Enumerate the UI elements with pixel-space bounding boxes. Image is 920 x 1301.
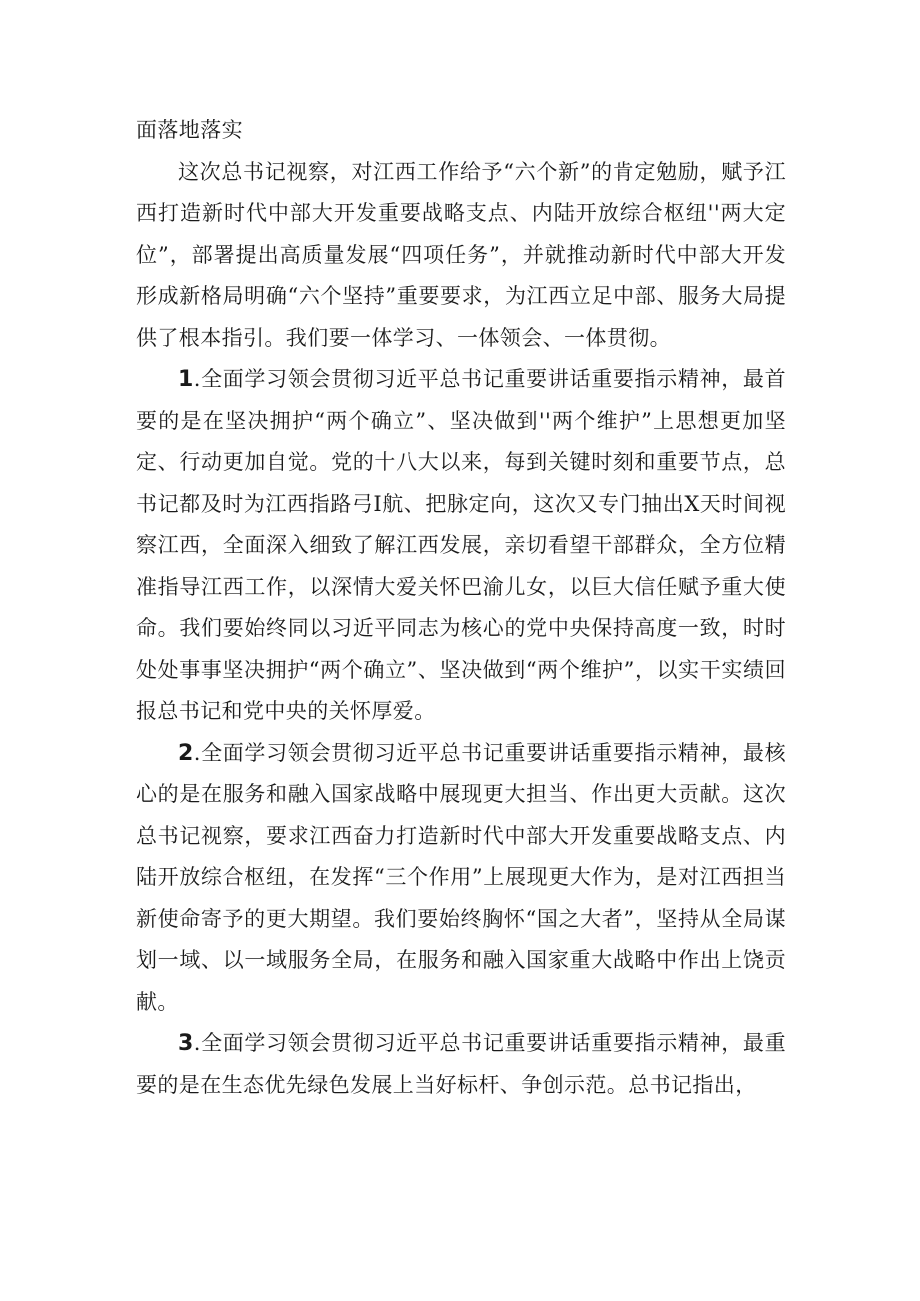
paragraph-point-3 [136,1023,786,1106]
paragraph-text: 面落地落实 [136,118,243,142]
paragraph-text: 这次总书记视察，对江西工作给予“六个新”的肯定勉励，赋予江西打造新时代中部大开发重要战略支点、内陆开放综合枢纽''两大定位”，部署提出高质量发展“四项任务”，并就推动新时代中部大开发形成新格局明确“六个坚持”重要要求，为江西立足中部、服务大局提供了根本指引。我们要一体学习、一体领会、一体贯彻。 [136,159,786,350]
paragraph-text: .全面学习领会贯彻习近平总书记重要讲话重要指示精神，最首要的是在坚决拥护“两个确立”、坚决做到''两个维护”上思想更加坚定、行动更加自觉。党的十八大以来，每到关键时刻和重要节点，总书记都及时为江西指路弓I航、把脉定向，这次又专门抽出X天时间视察江西，全面深入细致了解江西发展，亲切看望干部群众，全方位精准指导江西工作，以深情大爱关怀巴渝儿女，以巨大信任赋予重大使命。我们要始终同以习近平同志为核心的党中央保持高度一致，时时处处事事坚决拥护“两个确立”、坚决做到“两个维护”，以实干实绩回报总书记和党中央的关怀厚爱。 [136,367,786,723]
paragraph-point-1 [136,359,786,733]
paragraph-number: 2 [178,740,194,766]
paragraph-continuation [136,110,786,152]
document-body [136,110,786,1106]
paragraph-number: 1 [178,367,194,392]
paragraph-text: .全面学习领会贯彻习近平总书记重要讲话重要指示精神，最重要的是在生态优先绿色发展上当好标杆、争创示范。总书记指出， [136,1031,786,1097]
paragraph-text: .全面学习领会贯彻习近平总书记重要讲话重要指示精神，最核心的是在服务和融入国家战略中展现更大担当、作出更大贡献。这次总书记视察，要求江西奋力打造新时代中部大开发重要战略支点、内陆开放综合枢纽，在发挥“三个作用”上展现更大作为，是对江西担当新使命寄予的更大期望。我们要始终胸怀“国之大者”，坚持从全局谋划一域、以一域服务全局，在服务和融入国家重大战略中作出上饶贡献。 [136,740,786,1014]
paragraph-point-2 [136,733,786,1024]
paragraph-intro [136,152,786,360]
paragraph-number: 3 [178,1031,194,1056]
